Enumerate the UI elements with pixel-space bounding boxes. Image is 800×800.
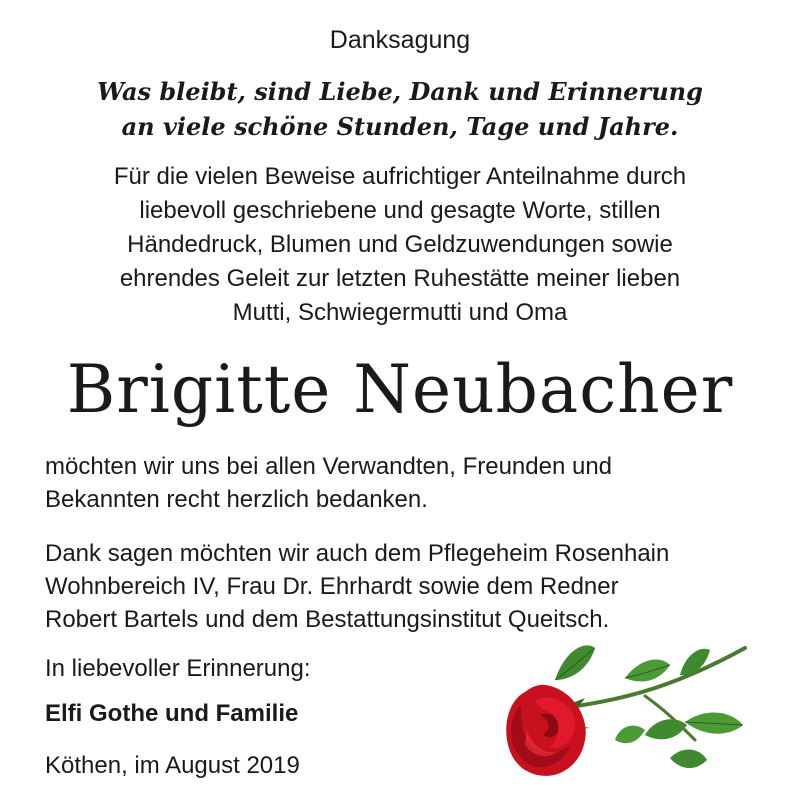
intro-paragraph [40, 160, 760, 330]
motto-line: an viele schöne Stunden, Tage und Jahre. [121, 112, 679, 141]
motto-line: Was bleibt, sind Liebe, Dank und Erinnerung [97, 77, 703, 106]
intro-line: ehrendes Geleit zur letzten Ruhestätte meiner lieben [119, 265, 681, 292]
thanks-paragraph [45, 450, 765, 516]
institutions-line: Robert Bartels und dem Bestattungsinstitut Queitsch. [45, 606, 610, 633]
place-date: Köthen, im August 2019 [45, 752, 300, 779]
thanks-line: Bekannten recht herzlich bedanken. [45, 486, 428, 513]
institutions-paragraph [45, 537, 765, 636]
intro-line: Händedruck, Blumen und Geldzuwendungen sowie [127, 231, 673, 258]
closing-line: In liebevoller Erinnerung: [45, 655, 311, 682]
institutions-line: Wohnbereich IV, Frau Dr. Ehrhardt sowie dem Redner [45, 573, 619, 600]
red-rose-icon [495, 630, 770, 795]
notice-heading: Danksagung [329, 26, 471, 54]
signature: Elfi Gothe und Familie [45, 700, 299, 727]
intro-line: Mutti, Schwiegermutti und Oma [232, 299, 568, 326]
deceased-name: Brigitte Neubacher [66, 351, 734, 428]
motto [0, 74, 800, 144]
institutions-line: Dank sagen möchten wir auch dem Pflegeheim Rosenhain [45, 540, 670, 567]
intro-line: Für die vielen Beweise aufrichtiger Anteilnahme durch [113, 163, 687, 190]
intro-line: liebevoll geschriebene und gesagte Worte, stillen [139, 197, 661, 224]
thanks-line: möchten wir uns bei allen Verwandten, Freunden und [45, 453, 613, 480]
